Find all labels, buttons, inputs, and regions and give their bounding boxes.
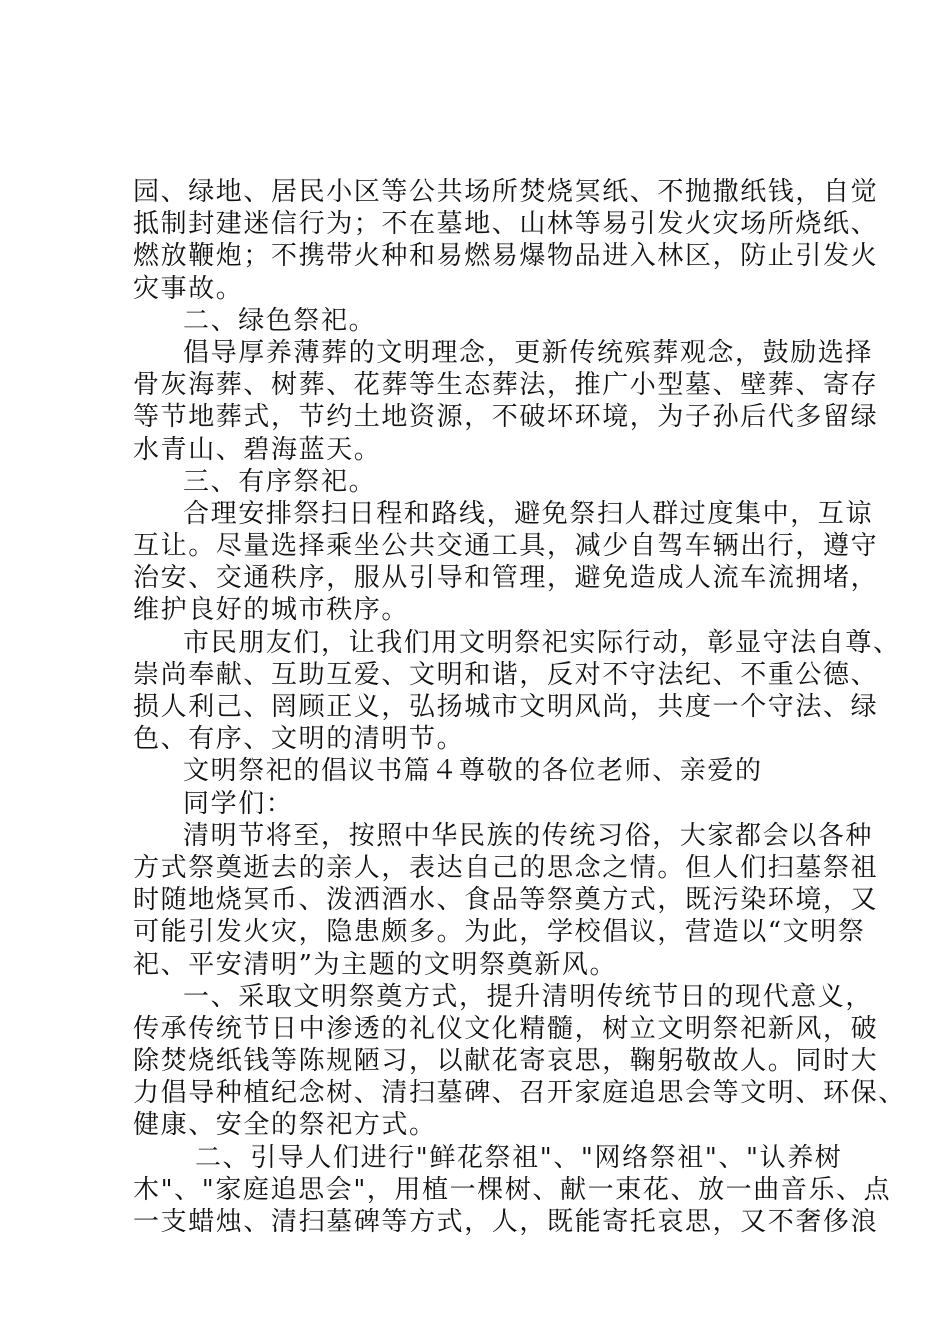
document-body [133,176,906,1238]
salutation: 同学们： [183,788,294,819]
text-line: 燃放鞭炮；不携带火种和易燃易爆物品进入林区，防止引发火 [133,241,879,272]
article-title: 文明祭祀的倡议书篇４尊敬的各位老师、亲爱的 [183,756,763,787]
text-line: 抵制封建迷信行为；不在墓地、山林等易引发火灾场所烧纸、 [133,209,879,240]
text-line: 力倡导种植纪念树、清扫墓碑、召开家庭追思会等文明、环保、 [133,1078,906,1109]
text-line: 一、采取文明祭奠方式，提升清明传统节日的现代意义， [183,981,874,1012]
section-heading: 三、有序祭祀。 [183,466,377,497]
text-line: 水青山、碧海蓝天。 [133,434,382,465]
text-line: 二、引导人们进行"鲜花祭祖"、"网络祭祖"、"认养树 [195,1142,843,1173]
text-line: 崇尚奉献、互助互爱、文明和谐，反对不守法纪、不重公德、 [133,659,879,690]
text-line: 木"、"家庭追思会"，用植一棵树、献一束花、放一曲音乐、点 [133,1174,892,1205]
text-line: 互让。尽量选择乘坐公共交通工具，减少自驾车辆出行，遵守 [133,531,879,562]
text-line: 骨灰海葬、树葬、花葬等生态葬法，推广小型墓、壁葬、寄存 [133,370,879,401]
text-line: 清明节将至，按照中华民族的传统习俗，大家都会以各种 [183,820,874,851]
text-line: 一支蜡烛、清扫墓碑等方式，人，既能寄托哀思，又不奢侈浪 [133,1207,879,1237]
text-line: 传承传统节日中渗透的礼仪文化精髓，树立文明祭祀新风，破 [133,1013,879,1044]
text-line: 健康、安全的祭祀方式。 [133,1110,437,1141]
text-line: 灾事故。 [133,273,244,304]
text-line: 市民朋友们，让我们用文明祭祀实际行动，彰显守法自尊、 [183,627,901,658]
text-line: 维护良好的城市秩序。 [133,595,410,626]
text-line: 合理安排祭扫日程和路线，避免祭扫人群过度集中，互谅 [183,498,874,529]
text-line: 可能引发火灾，隐患颇多。为此，学校倡议，营造以“文明祭 [133,917,866,948]
text-line: 时随地烧冥币、泼洒酒水、食品等祭奠方式，既污染环境，又 [133,885,879,916]
text-line: 等节地葬式，节约土地资源，不破坏环境，为子孙后代多留绿 [133,402,879,433]
text-line: 损人利己、罔顾正义，弘扬城市文明风尚，共度一个守法、绿 [133,692,879,722]
text-line: 园、绿地、居民小区等公共场所焚烧冥纸、不抛撒纸钱，自觉 [133,177,879,207]
text-line: 方式祭奠逝去的亲人，表达自己的思念之情。但人们扫墓祭祖 [133,852,879,883]
text-line: 除焚烧纸钱等陈规陋习，以献花寄哀思，鞠躬敬故人。同时大 [133,1046,879,1077]
text-line: 祀、平安清明”为主题的文明祭奠新风。 [133,949,618,980]
text-line: 色、有序、文明的清明节。 [133,724,465,755]
section-heading: 二、绿色祭祀。 [183,305,377,336]
text-line: 倡导厚养薄葬的文明理念，更新传统殡葬观念，鼓励选择 [183,337,874,368]
text-line: 治安、交通秩序，服从引导和管理，避免造成人流车流拥堵， [133,563,879,594]
